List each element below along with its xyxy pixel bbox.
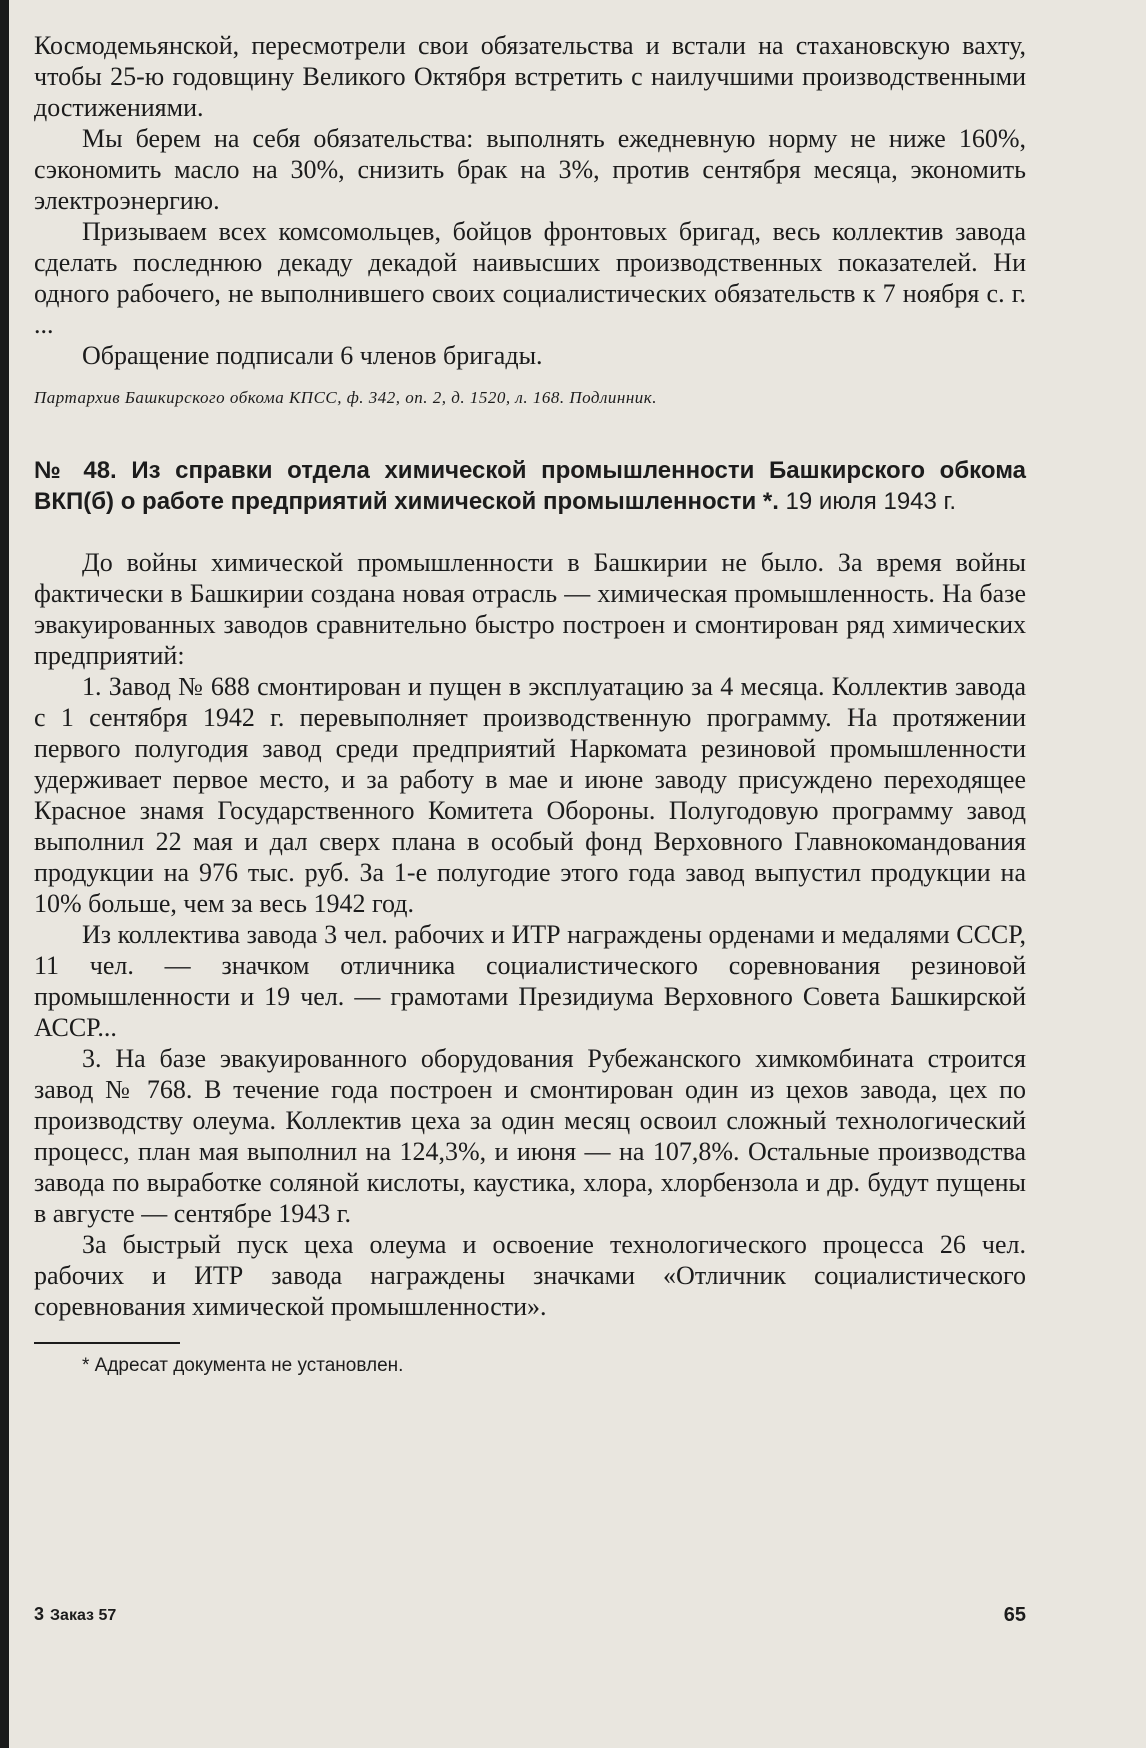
paragraph: Призываем всех комсомольцев, бойцов фронтовых бригад, весь коллектив завода сделать последнюю декаду декадой наивысших производственных показателей. Ни одного рабочего, не выполнившего своих социалистических обязательств к 7 ноября с. г. ... <box>34 217 1026 339</box>
top-block <box>34 30 1026 371</box>
footnote: * Адресат документа не установлен. <box>82 1355 404 1376</box>
order-label: Заказ 57 <box>50 1607 117 1624</box>
signature-number: 3 <box>34 1604 45 1624</box>
paragraph: Из коллектива завода 3 чел. рабочих и ИТР награждены орденами и медалями СССР, 11 чел. — значком отличника социалистического соревнования резиновой промышленности и 19 чел. — грамотами Президиума Верховного Совета Башкирской АССР... <box>34 920 1026 1042</box>
archive-source: Партархив Башкирского обкома КПСС, ф. 342, оп. 2, д. 1520, л. 168. Подлинник. <box>34 388 657 407</box>
page-number: 65 <box>1003 1604 1026 1626</box>
paragraph: 1. Завод № 688 смонтирован и пущен в эксплуатацию за 4 месяца. Коллектив завода с 1 сентября 1942 г. перевыполняет производственную программу. На протяжении первого полугодия завод среди предприятий Наркомата резиновой промышленности удерживает первое место, и за работу в мае и июне заводу присуждено переходящее Красное знамя Государственного Комитета Обороны. Полугодовую программу завод выполнил 22 мая и дал сверх плана в особый фонд Верховного Главнокомандования продукции на 976 тыс. руб. За 1-е полугодие этого года завод выпустил продукции на 10% больше, чем за весь 1942 год. <box>34 672 1026 918</box>
scan-edge <box>0 0 9 1748</box>
print-signature <box>34 1604 116 1625</box>
paragraph: Мы берем на себя обязательства: выполнять ежедневную норму не ниже 160%, сэкономить масло на 30%, снизить брак на 3%, против сентября месяца, экономить электроэнергию. <box>34 124 1026 215</box>
heading-footnote-mark: *. <box>756 488 779 515</box>
paragraph: До войны химической промышленности в Башкирии не было. За время войны фактически в Башкирии создана новая отрасль — химическая промышленность. На базе эвакуированных заводов сравнительно быстро построен и смонтирован ряд химических предприятий: <box>34 548 1026 670</box>
paragraph: За быстрый пуск цеха олеума и освоение технологического процесса 26 чел. рабочих и ИТР завода награждены значками «Отличник социалистического соревнования химической промышленности». <box>34 1230 1026 1321</box>
document-heading <box>34 455 1026 517</box>
footnote-divider <box>34 1342 180 1344</box>
document-body <box>34 547 1026 1322</box>
paragraph: 3. На базе эвакуированного оборудования Рубежанского химкомбината строится завод № 768. В течение года построен и смонтирован один из цехов завода, цех по производству олеума. Коллектив цеха за один месяц освоил сложный технологический процесс, план мая выполнил на 124,3%, и июня — на 107,8%. Остальные производства завода по выработке соляной кислоты, каустика, хлора, хлорбензола и др. будут пущены в августе — сентябре 1943 г. <box>34 1044 1026 1228</box>
page-content <box>34 30 1026 1380</box>
heading-title: № 48. Из справки отдела химической промышленности Башкирского обкома ВКП(б) о работе предприятий химической промышленности <box>34 457 1026 515</box>
paragraph: Космодемьянской, пересмотрели свои обязательства и встали на стахановскую вахту, чтобы 25-ю годовщину Великого Октября встретить с наилучшими производственными достижениями. <box>34 31 1026 122</box>
paragraph: Обращение подписали 6 членов бригады. <box>82 341 543 370</box>
heading-date: 19 июля 1943 г. <box>778 488 957 515</box>
page-footer <box>34 1604 1026 1634</box>
